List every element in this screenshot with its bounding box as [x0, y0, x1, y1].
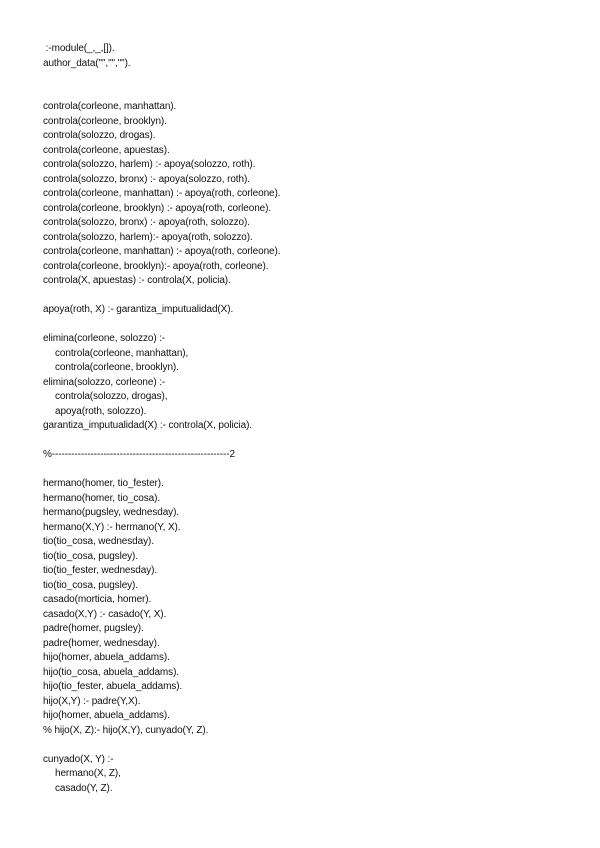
blank-line: [43, 289, 583, 304]
code-line: elimina(solozzo, corleone) :-: [43, 376, 166, 388]
code-line: casado(Y, Z).: [55, 782, 113, 794]
module-declaration-line: :-module(_,_,[]).: [43, 43, 115, 54]
code-line: elimina(corleone, solozzo) :-: [43, 333, 166, 344]
code-line: controla(solozzo, bronx) :- apoya(roth, solozzo).: [43, 217, 250, 228]
code-line: controla(solozzo, drogas),: [55, 391, 168, 402]
code-line: controla(corleone, brooklyn).: [55, 362, 179, 373]
code-line: casado(X,Y) :- casado(Y, X).: [43, 608, 167, 620]
code-line: casado(morticia, homer).: [43, 594, 152, 605]
code-line: hijo(homer, abuela_addams).: [43, 652, 170, 663]
code-line: hermano(pugsley, wednesday).: [43, 507, 179, 518]
blank-line: [43, 463, 583, 478]
code-line: apoya(roth, solozzo).: [55, 405, 147, 417]
code-line: hermano(homer, tio_cosa).: [43, 492, 161, 504]
separator-comment: %-------------------------------------------------------2: [43, 449, 235, 460]
comment-line: % hijo(X, Z):- hijo(X,Y), cunyado(Y, Z).: [43, 724, 209, 736]
code-line: controla(corleone, manhattan).: [43, 101, 177, 112]
prolog-code: [43, 42, 583, 796]
code-line: controla(corleone, manhattan) :- apoya(roth, corleone).: [43, 188, 281, 199]
code-line: tio(tio_cosa, wednesday).: [43, 536, 154, 547]
code-line: tio(tio_cosa, pugsley).: [43, 550, 138, 562]
code-line: controla(solozzo, drogas).: [43, 130, 156, 141]
code-line: controla(corleone, brooklyn).: [43, 115, 167, 127]
blank-line: [43, 318, 583, 333]
code-line: hermano(X, Z),: [55, 768, 121, 779]
blank-line: [43, 738, 583, 753]
code-line: hijo(X,Y) :- padre(Y,X).: [43, 695, 141, 707]
code-line: cunyado(X, Y) :-: [43, 753, 114, 765]
code-line: hijo(tio_fester, abuela_addams).: [43, 681, 183, 692]
code-line: apoya(roth, X) :- garantiza_imputualidad(X).: [43, 304, 234, 315]
code-line: hermano(X,Y) :- hermano(Y, X).: [43, 521, 181, 533]
code-line: controla(solozzo, harlem):- apoya(roth, solozzo).: [43, 231, 253, 243]
author-data-line: author_data("","","").: [43, 57, 131, 69]
code-line: controla(corleone, brooklyn) :- apoya(roth, corleone).: [43, 202, 272, 214]
code-line: padre(homer, pugsley).: [43, 623, 144, 634]
blank-line: [43, 86, 583, 101]
code-line: garantiza_imputualidad(X) :- controla(X, policia).: [43, 420, 252, 431]
code-line: tio(tio_cosa, pugsley).: [43, 579, 138, 591]
code-line: hijo(tio_cosa, abuela_addams).: [43, 666, 179, 678]
code-line: controla(corleone, manhattan) :- apoya(roth, corleone).: [43, 246, 281, 257]
code-line: controla(solozzo, bronx) :- apoya(solozzo, roth).: [43, 173, 250, 185]
blank-line: [43, 434, 583, 449]
code-line: controla(corleone, brooklyn):- apoya(roth, corleone).: [43, 260, 269, 272]
code-line: tio(tio_fester, wednesday).: [43, 565, 158, 576]
code-line: controla(solozzo, harlem) :- apoya(solozzo, roth).: [43, 159, 256, 170]
code-line: hijo(homer, abuela_addams).: [43, 710, 170, 721]
code-line: controla(X, apuestas) :- controla(X, policia).: [43, 275, 231, 286]
code-line: hermano(homer, tio_fester).: [43, 478, 164, 489]
code-line: padre(homer, wednesday).: [43, 637, 160, 649]
code-line: controla(corleone, apuestas).: [43, 144, 170, 156]
code-line: controla(corleone, manhattan),: [55, 347, 189, 359]
blank-line: [43, 71, 583, 86]
